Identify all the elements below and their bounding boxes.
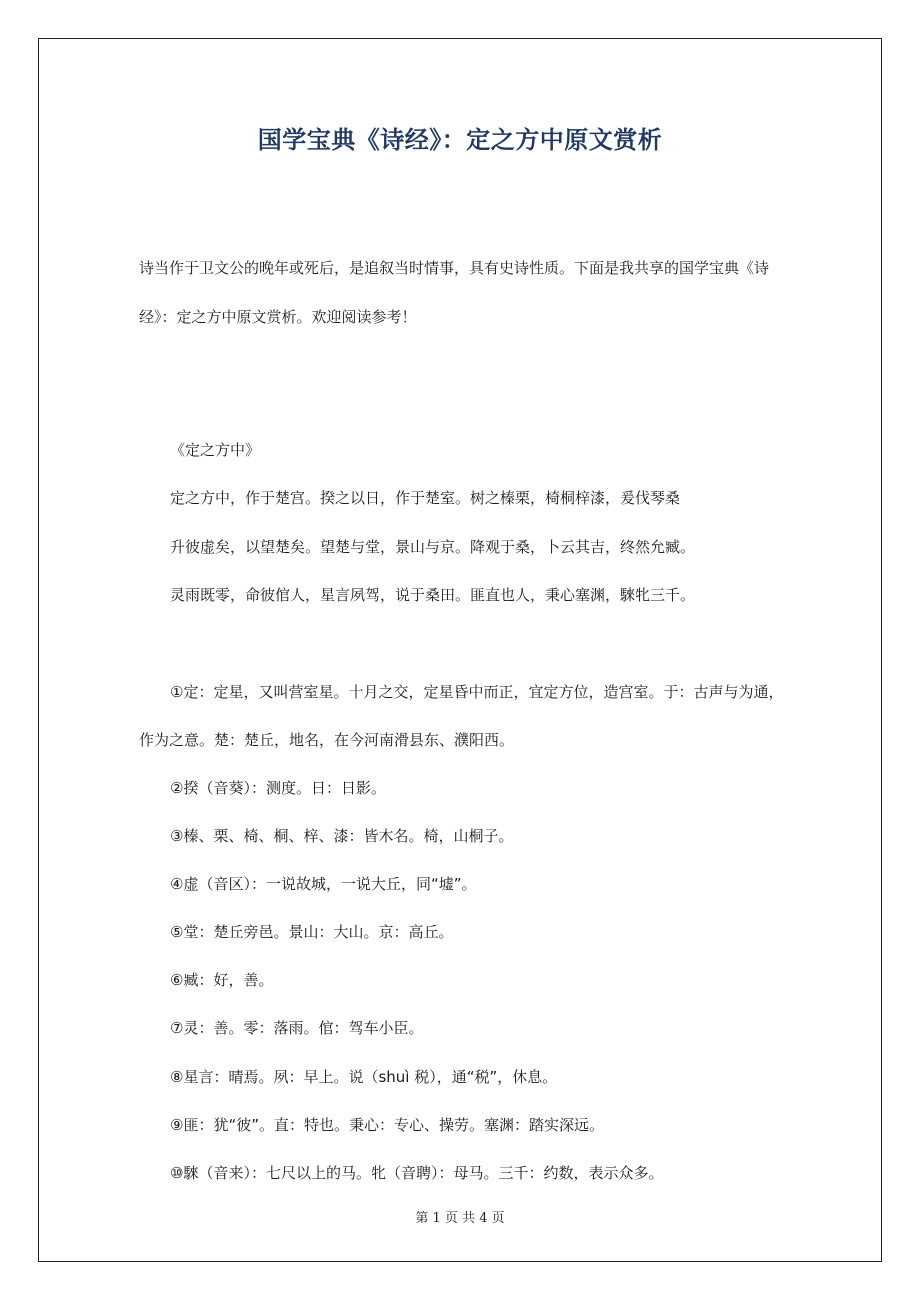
poem-line: 灵雨既零，命彼倌人，星言夙驾，说于桑田。匪直也人，秉心塞渊，騋牝三千。: [170, 586, 696, 604]
note-line: ②揆（音葵）：测度。日：日影。: [170, 779, 386, 797]
note-line: ④虚（音区）：一说故城，一说大丘，同“墟”。: [170, 875, 477, 893]
poem-line: 升彼虚矣，以望楚矣。望楚与堂，景山与京。降观于桑，卜云其吉，终然允臧。: [170, 538, 696, 556]
note-line: ①定：定星，又叫营室星。十月之交，定星昏中而正，宜定方位，造宫室。于：古声与为通，: [170, 683, 784, 701]
note-line: ⑦灵：善。零：落雨。倌：驾车小臣。: [170, 1019, 424, 1037]
poem-line: 定之方中，作于楚宫。揆之以日，作于楚室。树之榛栗，椅桐梓漆，爰伐琴桑: [170, 489, 681, 507]
note-line: ③榛、栗、椅、桐、梓、漆：皆木名。椅，山桐子。: [170, 827, 514, 845]
page-footer: 第 1 页 共 4 页: [415, 1211, 505, 1226]
note-line: ⑩騋（音来）：七尺以上的马。牝（音聘）：母马。三千：约数，表示众多。: [170, 1164, 664, 1182]
intro-paragraph: 诗当作于卫文公的晚年或死后，是追叙当时情事，具有史诗性质。下面是我共享的国学宝典《诗经》：定之方中原文赏析。欢迎阅读参考！: [139, 259, 770, 326]
poem-heading: 《定之方中》: [170, 441, 261, 459]
note-line: 作为之意。楚：楚丘，地名，在今河南滑县东、濮阳西。: [139, 731, 515, 749]
note-line: ⑥臧：好，善。: [170, 971, 274, 989]
note-line: ⑤堂：楚丘旁邑。景山：大山。京：高丘。: [170, 923, 454, 941]
note-line: ⑨匪：犹“彼”。直：特也。秉心：专心、操劳。塞渊：踏实深远。: [170, 1116, 604, 1134]
note-line: ⑧星言：晴焉。夙：早上。说（shuì 税），通“税”，休息。: [170, 1068, 558, 1086]
document-title: 国学宝典《诗经》：定之方中原文赏析: [257, 126, 663, 154]
